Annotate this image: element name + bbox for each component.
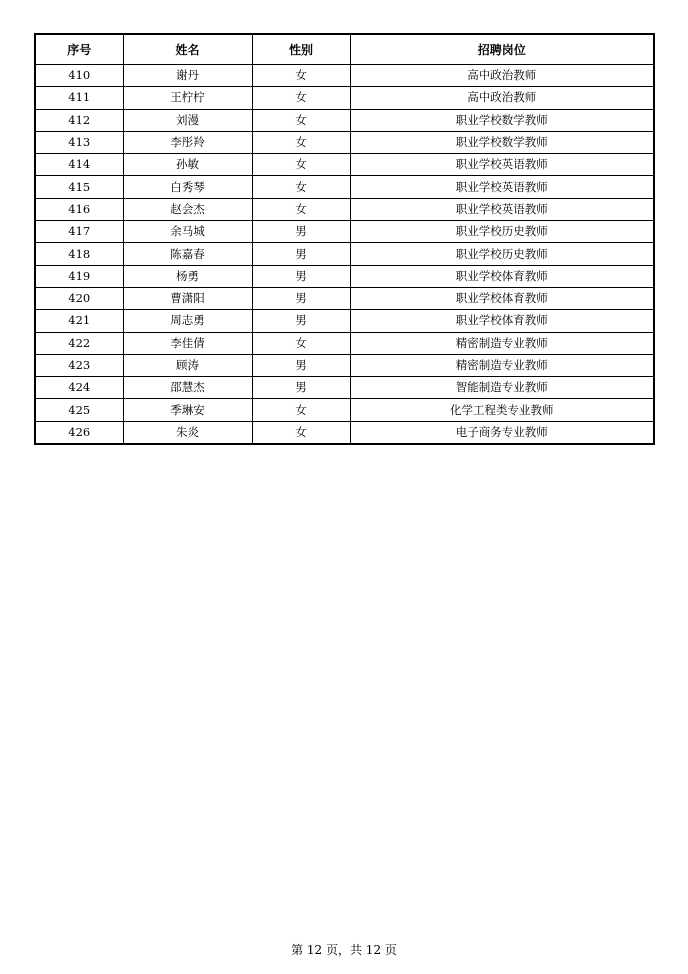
header-post: 招聘岗位 <box>350 34 654 65</box>
table-row <box>35 354 654 376</box>
cell-no: 415 <box>35 176 123 198</box>
table-row <box>35 421 654 444</box>
cell-post: 职业学校体育教师 <box>350 265 654 287</box>
cell-post: 职业学校英语教师 <box>350 154 654 176</box>
table-row <box>35 310 654 332</box>
table-row <box>35 65 654 87</box>
cell-no: 426 <box>35 421 123 444</box>
cell-name: 杨勇 <box>123 265 252 287</box>
cell-gender: 女 <box>252 332 350 354</box>
cell-no: 423 <box>35 354 123 376</box>
cell-post: 职业学校英语教师 <box>350 198 654 220</box>
cell-no: 421 <box>35 310 123 332</box>
cell-post: 高中政治教师 <box>350 87 654 109</box>
cell-post: 精密制造专业教师 <box>350 332 654 354</box>
cell-gender: 男 <box>252 377 350 399</box>
table-row <box>35 87 654 109</box>
page-number: 第 12 页，共 12 页 <box>291 943 397 957</box>
cell-gender: 女 <box>252 131 350 153</box>
table-row <box>35 287 654 309</box>
cell-name: 朱炎 <box>123 421 252 444</box>
cell-gender: 男 <box>252 243 350 265</box>
cell-name: 孙敏 <box>123 154 252 176</box>
cell-gender: 男 <box>252 354 350 376</box>
cell-post: 智能制造专业教师 <box>350 377 654 399</box>
table-row <box>35 154 654 176</box>
cell-no: 410 <box>35 65 123 87</box>
table-row <box>35 131 654 153</box>
cell-gender: 女 <box>252 198 350 220</box>
table-row <box>35 109 654 131</box>
cell-post: 职业学校数学教师 <box>350 131 654 153</box>
table-row <box>35 221 654 243</box>
cell-name: 白秀琴 <box>123 176 252 198</box>
cell-no: 419 <box>35 265 123 287</box>
cell-gender: 男 <box>252 310 350 332</box>
recruitment-table <box>34 33 655 445</box>
cell-no: 425 <box>35 399 123 421</box>
cell-name: 赵会杰 <box>123 198 252 220</box>
cell-name: 王柠柠 <box>123 87 252 109</box>
table-row <box>35 332 654 354</box>
table-header <box>35 34 654 65</box>
cell-no: 422 <box>35 332 123 354</box>
cell-post: 职业学校英语教师 <box>350 176 654 198</box>
cell-post: 职业学校数学教师 <box>350 109 654 131</box>
table-body <box>35 65 654 445</box>
cell-name: 周志勇 <box>123 310 252 332</box>
cell-no: 424 <box>35 377 123 399</box>
cell-name: 刘漫 <box>123 109 252 131</box>
header-no: 序号 <box>35 34 123 65</box>
cell-no: 413 <box>35 131 123 153</box>
cell-name: 曹潇阳 <box>123 287 252 309</box>
cell-no: 412 <box>35 109 123 131</box>
cell-post: 职业学校历史教师 <box>350 243 654 265</box>
cell-gender: 女 <box>252 87 350 109</box>
table-row <box>35 265 654 287</box>
cell-post: 电子商务专业教师 <box>350 421 654 444</box>
cell-post: 高中政治教师 <box>350 65 654 87</box>
cell-gender: 女 <box>252 109 350 131</box>
cell-no: 411 <box>35 87 123 109</box>
header-gender: 性别 <box>252 34 350 65</box>
cell-name: 谢丹 <box>123 65 252 87</box>
cell-no: 418 <box>35 243 123 265</box>
cell-name: 余马城 <box>123 221 252 243</box>
header-row <box>35 34 654 65</box>
header-name: 姓名 <box>123 34 252 65</box>
table-row <box>35 377 654 399</box>
cell-post: 职业学校体育教师 <box>350 310 654 332</box>
cell-no: 416 <box>35 198 123 220</box>
cell-name: 季琳安 <box>123 399 252 421</box>
cell-gender: 女 <box>252 176 350 198</box>
table-row <box>35 243 654 265</box>
table-row <box>35 176 654 198</box>
cell-no: 420 <box>35 287 123 309</box>
cell-post: 职业学校历史教师 <box>350 221 654 243</box>
cell-name: 李佳倩 <box>123 332 252 354</box>
table-row <box>35 198 654 220</box>
cell-no: 417 <box>35 221 123 243</box>
cell-gender: 男 <box>252 265 350 287</box>
cell-name: 陈嘉春 <box>123 243 252 265</box>
cell-gender: 男 <box>252 287 350 309</box>
cell-gender: 女 <box>252 421 350 444</box>
cell-post: 化学工程类专业教师 <box>350 399 654 421</box>
cell-name: 邵慧杰 <box>123 377 252 399</box>
table-row <box>35 399 654 421</box>
cell-gender: 女 <box>252 65 350 87</box>
cell-gender: 男 <box>252 221 350 243</box>
cell-no: 414 <box>35 154 123 176</box>
cell-name: 顾涛 <box>123 354 252 376</box>
cell-post: 精密制造专业教师 <box>350 354 654 376</box>
cell-name: 李彤羚 <box>123 131 252 153</box>
cell-post: 职业学校体育教师 <box>350 287 654 309</box>
cell-gender: 女 <box>252 399 350 421</box>
cell-gender: 女 <box>252 154 350 176</box>
